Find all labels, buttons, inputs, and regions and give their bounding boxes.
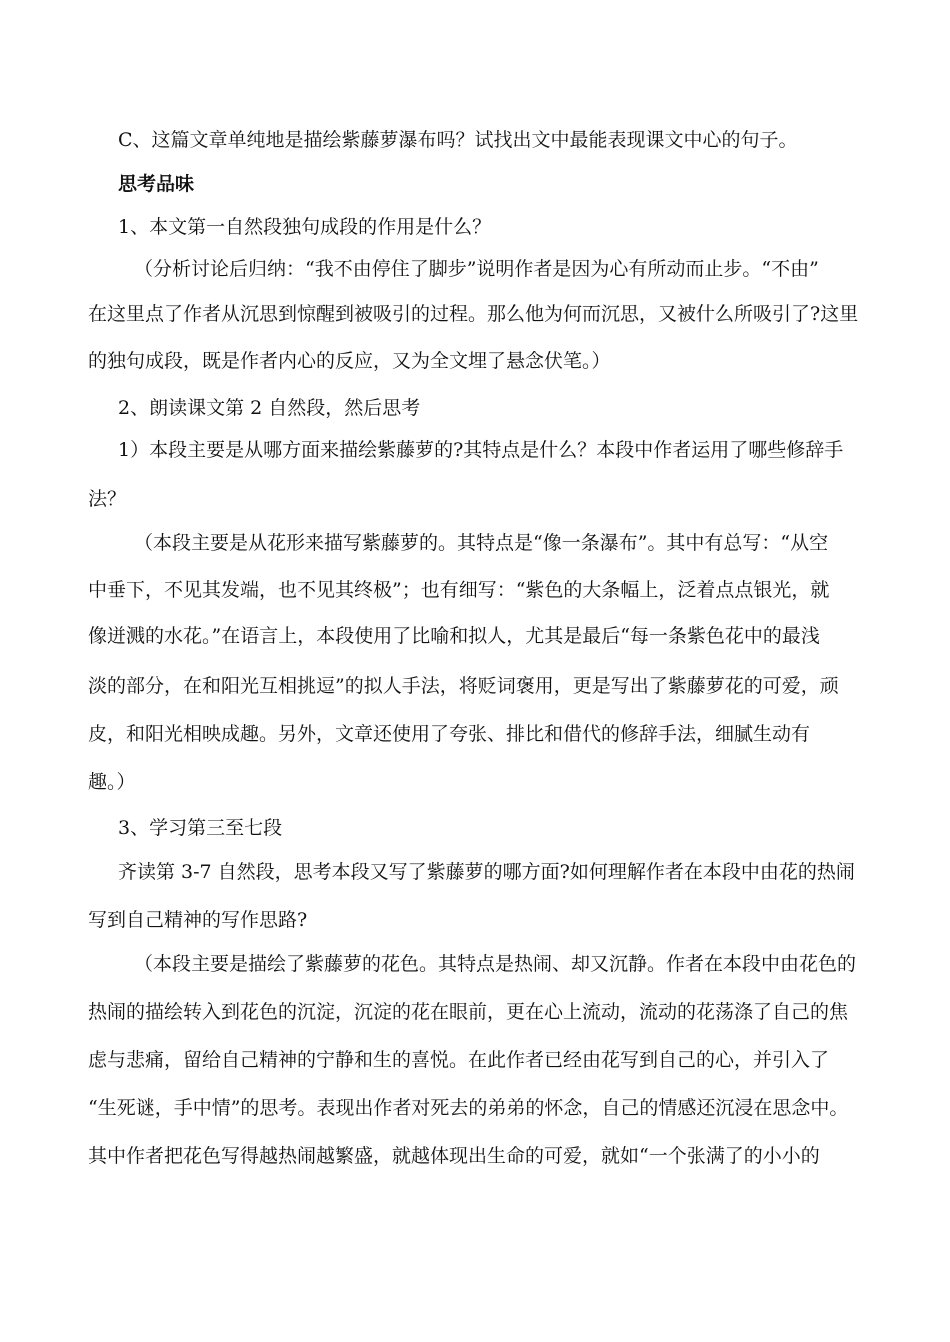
question-2-sub-line: 法？ xyxy=(88,488,127,510)
question-3-sub-line: 写到自己精神的写作思路? xyxy=(88,909,308,931)
answer-1-line: 在这里点了作者从沉思到惊醒到被吸引的过程。那么他为何而沉思，又被什么所吸引了?这里 xyxy=(88,303,859,325)
question-3: 3、学习第三至七段 xyxy=(118,817,283,839)
question-3-sub-line: 齐读第 3-7 自然段，思考本段又写了紫藤萝的哪方面?如何理解作者在本段中由花的热闹 xyxy=(118,861,855,883)
answer-2-line: 皮，和阳光相映成趣。另外，文章还使用了夸张、排比和借代的修辞手法，细腻生动有 xyxy=(88,723,811,745)
question-c: C、这篇文章单纯地是描绘紫藤萝瀑布吗？试找出文中最能表现课文中心的句子。 xyxy=(118,129,798,151)
answer-1-line: （分析讨论后归纳：“我不由停住了脚步”说明作者是因为心有所动而止步。“不由” xyxy=(134,258,819,280)
answer-3-line: 热闹的描绘转入到花色的沉淀，沉淀的花在眼前，更在心上流动，流动的花荡涤了自己的焦 xyxy=(88,1001,849,1023)
question-2-sub-line: 1）本段主要是从哪方面来描绘紫藤萝的?其特点是什么？本段中作者运用了哪些修辞手 xyxy=(118,439,844,461)
answer-1-line: 的独句成段，既是作者内心的反应，又为全文埋了悬念伏笔。） xyxy=(88,350,611,372)
question-1: 1、本文第一自然段独句成段的作用是什么？ xyxy=(118,216,492,238)
answer-2-line: （本段主要是从花形来描写紫藤萝的。其特点是“像一条瀑布”。其中有总写：“从空 xyxy=(134,532,829,554)
answer-3-line: 其中作者把花色写得越热闹越繁盛，就越体现出生命的可爱，就如“一个张满了的小小的 xyxy=(88,1145,820,1167)
answer-3-line: （本段主要是描绘了紫藤萝的花色。其特点是热闹、却又沉静。作者在本段中由花色的 xyxy=(134,953,857,975)
answer-3-line: 虑与悲痛，留给自己精神的宁静和生的喜悦。在此作者已经由花写到自己的心，并引入了 xyxy=(88,1049,830,1071)
answer-2-line: 中垂下，不见其发端，也不见其终极”；也有细写：“紫色的大条幅上，泛着点点银光，就 xyxy=(88,579,830,601)
answer-3-line: “生死谜，手中情”的思考。表现出作者对死去的弟弟的怀念，自己的情感还沉浸在思念中。 xyxy=(88,1097,849,1119)
answer-2-line: 淡的部分，在和阳光互相挑逗”的拟人手法，将贬词褒用，更是写出了紫藤萝花的可爱，顽 xyxy=(88,675,839,697)
question-2: 2、朗读课文第 2 自然段，然后思考 xyxy=(118,397,421,419)
answer-2-line: 趣。） xyxy=(88,771,136,793)
answer-2-line: 像迸溅的水花。”在语言上，本段使用了比喻和拟人，尤其是最后“每一条紫色花中的最浅 xyxy=(88,625,820,647)
section-heading: 思考品味 xyxy=(118,173,195,195)
